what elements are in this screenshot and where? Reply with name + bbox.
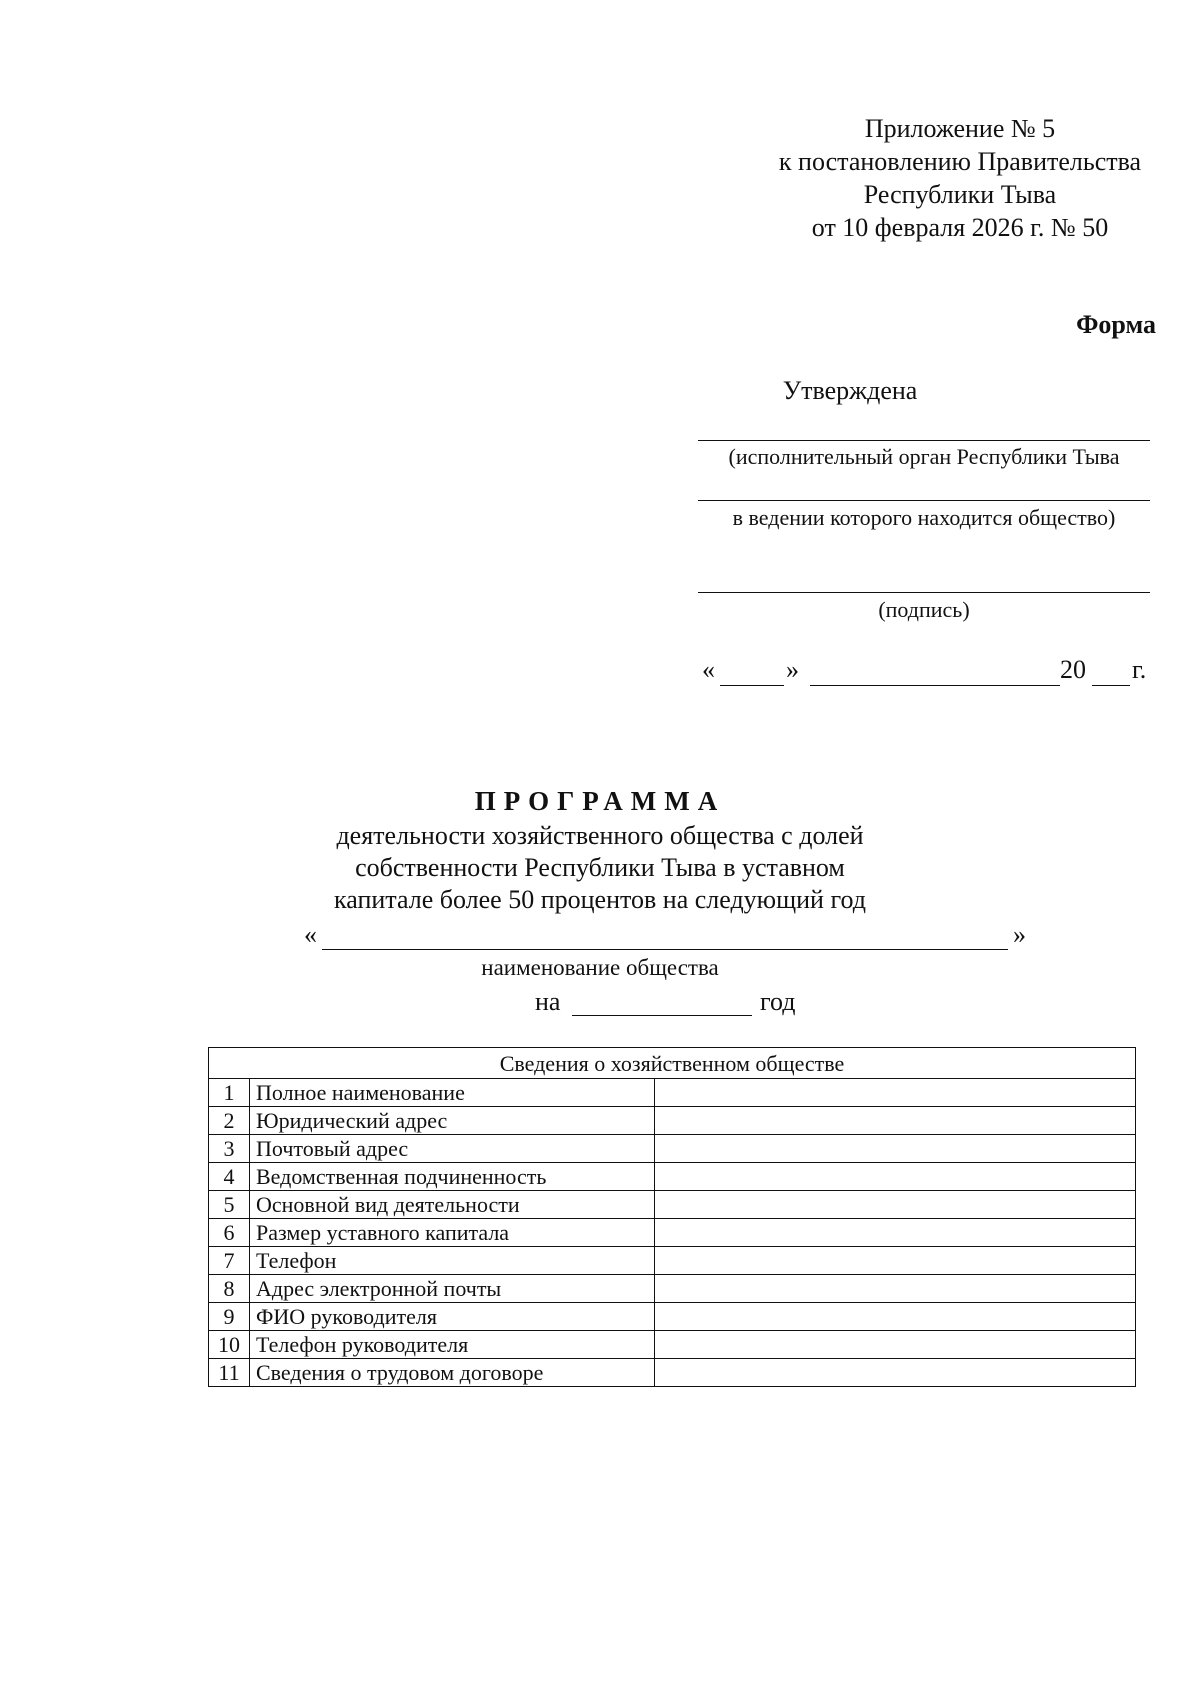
table-row [209,1079,1136,1107]
year-prefix: на [535,987,561,1016]
row-value [655,1163,1136,1191]
org-name-field [300,920,1030,954]
date-open-quote: « [702,655,715,684]
row-value [655,1247,1136,1275]
signature-line [698,592,1150,593]
org-close-quote: » [1013,920,1026,949]
table-row [209,1303,1136,1331]
row-number: 4 [209,1163,250,1191]
org-name-caption: наименование общества [481,955,719,980]
row-number: 6 [209,1219,250,1247]
date-day-blank [720,685,784,686]
row-label: Сведения о трудовом договоре [250,1359,655,1387]
year-blank [572,1015,752,1016]
row-value [655,1303,1136,1331]
row-label: Телефон [250,1247,655,1275]
date-year-blank [1092,685,1130,686]
date-close-quote: » [786,655,799,684]
program-subtitle [0,820,1200,916]
form-label: Форма [1076,310,1156,339]
row-number: 10 [209,1331,250,1359]
appendix-block [740,112,1180,244]
year-suffix: год [760,987,796,1016]
row-label: Основной вид деятельности [250,1191,655,1219]
row-label: Полное наименование [250,1079,655,1107]
approval-date [700,655,1150,687]
row-value [655,1331,1136,1359]
row-number: 1 [209,1079,250,1107]
row-value [655,1219,1136,1247]
approval-title: Утверждена [782,376,918,405]
table-row [209,1135,1136,1163]
row-value [655,1191,1136,1219]
table-row [209,1163,1136,1191]
program-subtitle-line-3: капитале более 50 процентов на следующий год [334,885,866,914]
program-title: ПРОГРАММА [474,786,726,816]
program-subtitle-line-1: деятельности хозяйственного общества с долей [336,821,864,850]
table-header: Сведения о хозяйственном обществе [209,1048,1136,1079]
table-row [209,1219,1136,1247]
row-label: Телефон руководителя [250,1331,655,1359]
org-name-blank [322,949,1008,950]
row-value [655,1275,1136,1303]
table-header-row [209,1048,1136,1079]
row-number: 8 [209,1275,250,1303]
row-number: 3 [209,1135,250,1163]
date-year-suffix: г. [1132,655,1147,684]
program-subtitle-line-2: собственности Республики Тыва в уставном [355,853,845,882]
company-info-table [208,1047,1136,1387]
signature-caption: (подпись) [878,597,970,622]
table-row [209,1359,1136,1387]
row-label: Размер уставного капитала [250,1219,655,1247]
row-number: 5 [209,1191,250,1219]
row-value [655,1107,1136,1135]
approval-caption-authority: (исполнительный орган Республики Тыва [728,444,1120,469]
table-row [209,1107,1136,1135]
row-value [655,1079,1136,1107]
org-open-quote: « [304,920,317,949]
approval-caption-custody: в ведении которого находится общество) [732,505,1116,530]
row-label: Ведомственная подчиненность [250,1163,655,1191]
appendix-reference: к постановлению Правительства [778,147,1142,176]
date-month-blank [810,685,1060,686]
date-year-prefix: 20 [1060,655,1086,684]
row-label: Адрес электронной почты [250,1275,655,1303]
approval-authority-line-2 [698,500,1150,501]
row-number: 2 [209,1107,250,1135]
row-label: ФИО руководителя [250,1303,655,1331]
appendix-date: от 10 февраля 2026 г. № 50 [811,213,1109,242]
table-row [209,1191,1136,1219]
row-number: 11 [209,1359,250,1387]
table-body [209,1079,1136,1387]
row-label: Почтовый адрес [250,1135,655,1163]
row-number: 7 [209,1247,250,1275]
row-value [655,1135,1136,1163]
row-value [655,1359,1136,1387]
table-row [209,1331,1136,1359]
row-number: 9 [209,1303,250,1331]
appendix-number: Приложение № 5 [864,114,1056,143]
approval-authority-line [698,440,1150,441]
table-row [209,1247,1136,1275]
program-year-field [0,987,1200,1021]
table-row [209,1275,1136,1303]
appendix-republic: Республики Тыва [863,180,1057,209]
row-label: Юридический адрес [250,1107,655,1135]
